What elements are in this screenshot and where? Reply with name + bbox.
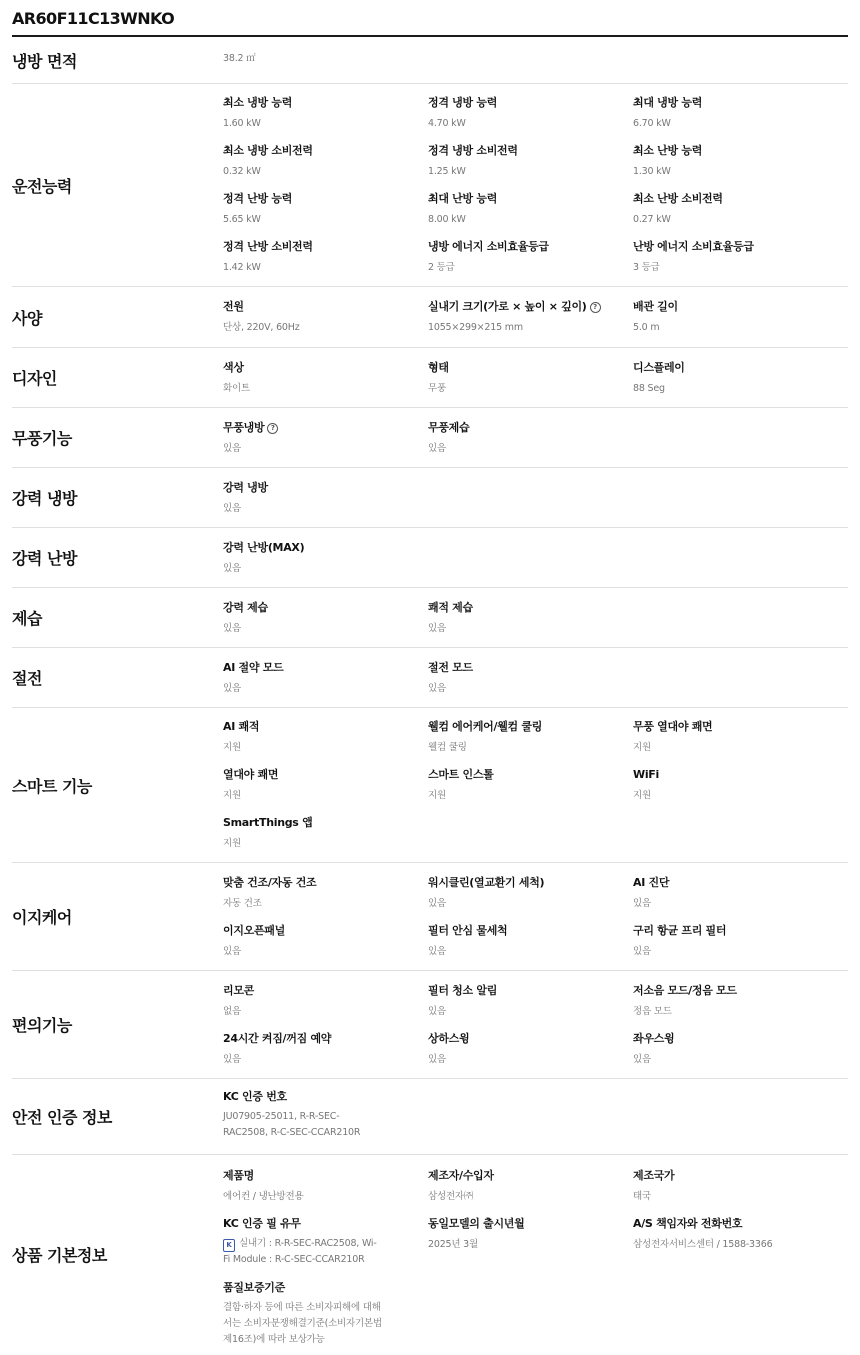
spec-item (633, 1210, 838, 1274)
model-title: AR60F11C13WNKO (12, 0, 848, 37)
spec-item (428, 137, 633, 185)
spec-value: 있음 (633, 1053, 651, 1065)
spec-label: 절전 모드 (428, 660, 473, 674)
spec-label: 구리 항균 프리 필터 (633, 923, 727, 937)
spec-value: 에어컨 / 냉난방전용 (223, 1191, 304, 1202)
spec-value: 있음 (428, 682, 446, 694)
spec-label: 최소 냉방 능력 (223, 96, 293, 109)
spec-value: 2 등급 (428, 262, 455, 273)
spec-item (223, 534, 428, 582)
spec-label: 정격 난방 소비전력 (223, 240, 313, 253)
spec-item (223, 293, 428, 341)
spec-row-specs (12, 287, 848, 348)
spec-label: AI 절약 모드 (223, 660, 284, 674)
spec-value: 태국 (633, 1191, 651, 1202)
spec-value: 지원 (223, 790, 241, 801)
spec-row-energy-saving (12, 648, 848, 708)
spec-value: 4.70 kW (428, 118, 466, 129)
spec-value: 결함·하자 등에 따른 소비자피해에 대해서는 소비자분쟁해결기준(소비자기본법 제16조)에 따라 보상가능 (223, 1302, 382, 1345)
spec-item (223, 37, 428, 84)
spec-label: 강력 냉방 (223, 480, 268, 494)
spec-value: 있음 (633, 945, 651, 957)
spec-item (633, 293, 838, 341)
spec-value: 지원 (633, 742, 651, 753)
spec-value: 없음 (223, 1005, 241, 1017)
spec-value: 지원 (223, 838, 241, 849)
category-label: 사양 (12, 308, 42, 328)
spec-value: 있음 (428, 442, 446, 454)
spec-value: 0.27 kW (633, 214, 671, 225)
spec-item (223, 1025, 428, 1073)
spec-label: 저소음 모드/정음 모드 (633, 983, 737, 997)
spec-item (428, 869, 633, 917)
spec-value: 삼성전자서비스센터 / 1588-3366 (633, 1239, 773, 1250)
spec-value: 단상, 220V, 60Hz (223, 322, 300, 333)
spec-label: 웰컴 에어케어/웰컴 쿨링 (428, 720, 543, 733)
spec-value: 지원 (633, 790, 651, 801)
spec-value-text: 실내기 : R-R-SEC-RAC2508, Wi-Fi Module : R-C-SEC-CCAR210R (223, 1238, 377, 1265)
spec-item (428, 293, 633, 341)
spec-item (223, 713, 428, 761)
spec-value: 8.00 kW (428, 214, 466, 225)
spec-item (223, 1079, 428, 1155)
spec-label: 이지오픈패널 (223, 923, 285, 937)
spec-value: 있음 (223, 502, 241, 514)
spec-label: A/S 책임자와 전화번호 (633, 1217, 743, 1230)
spec-label: 최대 난방 능력 (428, 192, 498, 205)
spec-label: 강력 제습 (223, 600, 268, 614)
spec-label: 쾌적 제습 (428, 600, 473, 614)
spec-item (633, 1025, 838, 1073)
spec-value: 1.30 kW (633, 166, 671, 177)
spec-value: 삼성전자㈜ (428, 1191, 474, 1202)
spec-value: 지원 (223, 742, 241, 753)
spec-item (428, 185, 633, 233)
spec-label: 상하스윙 (428, 1031, 470, 1045)
spec-label: 정격 난방 능력 (223, 192, 293, 205)
spec-item (633, 917, 838, 965)
spec-label: 무풍 열대야 쾌면 (633, 720, 713, 733)
spec-item (223, 1162, 428, 1210)
spec-value: 있음 (223, 1053, 241, 1065)
spec-value: 웰컴 쿨링 (428, 742, 467, 753)
spec-label: 스마트 인스톨 (428, 768, 494, 781)
spec-value: 있음 (223, 945, 241, 957)
spec-label: 형태 (428, 360, 449, 374)
spec-item (428, 89, 633, 137)
spec-label: WiFi (633, 768, 659, 781)
spec-value: 정음 모드 (633, 1005, 672, 1017)
spec-value: 1055×299×215 mm (428, 322, 523, 333)
help-icon[interactable]: ? (267, 423, 278, 434)
spec-item (428, 1162, 633, 1210)
spec-value: 있음 (428, 897, 446, 909)
category-label: 이지케어 (12, 908, 72, 927)
spec-label: 디스플레이 (633, 360, 685, 374)
category-label: 상품 기본정보 (12, 1245, 107, 1265)
spec-value: 있음 (223, 622, 241, 634)
spec-value: 있음 (223, 562, 241, 574)
spec-item (633, 1162, 838, 1210)
spec-item (223, 1210, 428, 1274)
spec-label: AI 쾌적 (223, 720, 260, 733)
spec-item (633, 137, 838, 185)
spec-label: 제조국가 (633, 1169, 675, 1182)
spec-value: 6.70 kW (633, 118, 671, 129)
spec-item (633, 713, 838, 761)
spec-value: 88 Seg (633, 382, 665, 394)
spec-value (223, 1236, 383, 1268)
spec-label-text: 무풍냉방 (223, 420, 265, 434)
spec-value: 있음 (428, 1005, 446, 1017)
spec-item (428, 233, 633, 281)
spec-item (223, 137, 428, 185)
category-label: 안전 인증 정보 (12, 1108, 112, 1127)
category-label: 냉방 면적 (12, 51, 77, 71)
spec-item (428, 1025, 633, 1073)
spec-row-cooling-area (12, 37, 848, 84)
spec-label: AI 진단 (633, 875, 670, 889)
spec-item (428, 1210, 633, 1274)
spec-value: 무풍 (428, 382, 446, 394)
spec-item (428, 761, 633, 809)
spec-value: 자동 건조 (223, 897, 262, 909)
category-label: 무풍기능 (12, 429, 72, 448)
spec-row-power-heating (12, 528, 848, 588)
spec-value: 있음 (428, 1053, 446, 1065)
spec-value: 화이트 (223, 382, 250, 394)
spec-item (223, 185, 428, 233)
spec-label: 전원 (223, 300, 244, 313)
spec-value: 5.0 m (633, 322, 660, 333)
spec-label: 동일모델의 출시년월 (428, 1217, 525, 1230)
spec-item (223, 761, 428, 809)
category-label: 디자인 (12, 369, 57, 388)
spec-item (633, 977, 838, 1025)
spec-item (223, 354, 428, 402)
spec-label: 난방 에너지 소비효율등급 (633, 240, 754, 253)
spec-value: 0.32 kW (223, 166, 261, 177)
spec-item (633, 761, 838, 809)
spec-label: 24시간 켜짐/꺼짐 예약 (223, 1031, 332, 1045)
category-label: 스마트 기능 (12, 776, 92, 796)
category-label: 강력 난방 (12, 549, 77, 568)
spec-row-smart (12, 708, 848, 863)
spec-value: 있음 (633, 897, 651, 909)
spec-label (428, 299, 633, 315)
spec-item (223, 89, 428, 137)
spec-label: 필터 안심 물세척 (428, 923, 508, 937)
spec-label: 워시클린(열교환기 세척) (428, 875, 545, 889)
spec-label: KC 인증 필 유무 (223, 1217, 301, 1230)
category-label: 운전능력 (12, 176, 72, 196)
spec-item (223, 917, 428, 965)
spec-label: 배관 길이 (633, 300, 678, 313)
spec-item (633, 89, 838, 137)
spec-label: 품질보증기준 (223, 1281, 285, 1294)
spec-row-operation (12, 84, 848, 287)
spec-value: 1.42 kW (223, 262, 261, 273)
spec-item (223, 414, 428, 462)
spec-label: 제조자/수입자 (428, 1169, 494, 1182)
spec-item (633, 233, 838, 281)
spec-value: 3 등급 (633, 262, 660, 273)
spec-item (428, 414, 633, 462)
spec-value: 있음 (223, 682, 241, 694)
spec-item (633, 185, 838, 233)
category-label: 편의기능 (12, 1016, 72, 1035)
spec-item (428, 713, 633, 761)
spec-row-windfree (12, 408, 848, 468)
spec-label: 강력 난방(MAX) (223, 540, 305, 554)
spec-label: 정격 냉방 소비전력 (428, 144, 518, 157)
category-label: 절전 (12, 669, 42, 688)
spec-item (633, 354, 838, 402)
spec-row-basic-info (12, 1155, 848, 1353)
spec-value: 1.25 kW (428, 166, 466, 177)
spec-item (223, 869, 428, 917)
spec-value: 1.60 kW (223, 118, 261, 129)
spec-label: 색상 (223, 360, 244, 374)
spec-value: 5.65 kW (223, 214, 261, 225)
spec-item (223, 474, 428, 522)
spec-label: 제품명 (223, 1169, 254, 1182)
kc-mark-icon: K (223, 1239, 235, 1252)
spec-item (223, 594, 428, 642)
spec-item (428, 354, 633, 402)
category-label: 제습 (12, 609, 42, 628)
spec-item (428, 594, 633, 642)
spec-label: 정격 냉방 능력 (428, 96, 498, 109)
spec-item (428, 654, 633, 702)
spec-value: 있음 (428, 945, 446, 957)
spec-item (223, 809, 428, 857)
spec-label: KC 인증 번호 (223, 1089, 287, 1103)
spec-item (223, 1274, 428, 1346)
spec-value: 38.2 ㎡ (223, 52, 256, 64)
spec-item (223, 977, 428, 1025)
spec-label: SmartThings 앱 (223, 816, 313, 829)
spec-row-power-cooling (12, 468, 848, 528)
spec-label: 필터 청소 알림 (428, 983, 498, 997)
spec-label: 열대야 쾌면 (223, 768, 279, 781)
spec-value: JU07905-25011, R-R-SEC-RAC2508, R-C-SEC-CCAR210R (223, 1110, 361, 1138)
spec-label-text: 실내기 크기(가로 × 높이 × 깊이) (428, 300, 587, 313)
spec-page (12, 0, 848, 1353)
spec-row-safety-cert (12, 1079, 848, 1155)
spec-label (223, 420, 428, 436)
spec-row-convenience (12, 971, 848, 1079)
spec-row-design (12, 348, 848, 408)
spec-label: 최소 난방 소비전력 (633, 192, 723, 205)
spec-label: 최소 냉방 소비전력 (223, 144, 313, 157)
spec-label: 최대 냉방 능력 (633, 96, 703, 109)
spec-label: 좌우스윙 (633, 1031, 675, 1045)
spec-label: 맞춤 건조/자동 건조 (223, 875, 317, 889)
spec-label: 최소 난방 능력 (633, 144, 703, 157)
spec-item (223, 654, 428, 702)
spec-value: 있음 (223, 442, 241, 454)
category-label: 강력 냉방 (12, 489, 77, 508)
spec-label: 리모콘 (223, 983, 254, 997)
spec-value: 지원 (428, 790, 446, 801)
spec-item (428, 917, 633, 965)
spec-label: 냉방 에너지 소비효율등급 (428, 240, 549, 253)
spec-item (223, 233, 428, 281)
spec-label: 무풍제습 (428, 420, 470, 434)
spec-row-easycare (12, 863, 848, 971)
spec-item (428, 977, 633, 1025)
spec-value: 있음 (428, 622, 446, 634)
help-icon[interactable]: ? (590, 302, 601, 313)
spec-value: 2025년 3월 (428, 1239, 478, 1250)
spec-row-dehumidify (12, 588, 848, 648)
spec-item (633, 869, 838, 917)
